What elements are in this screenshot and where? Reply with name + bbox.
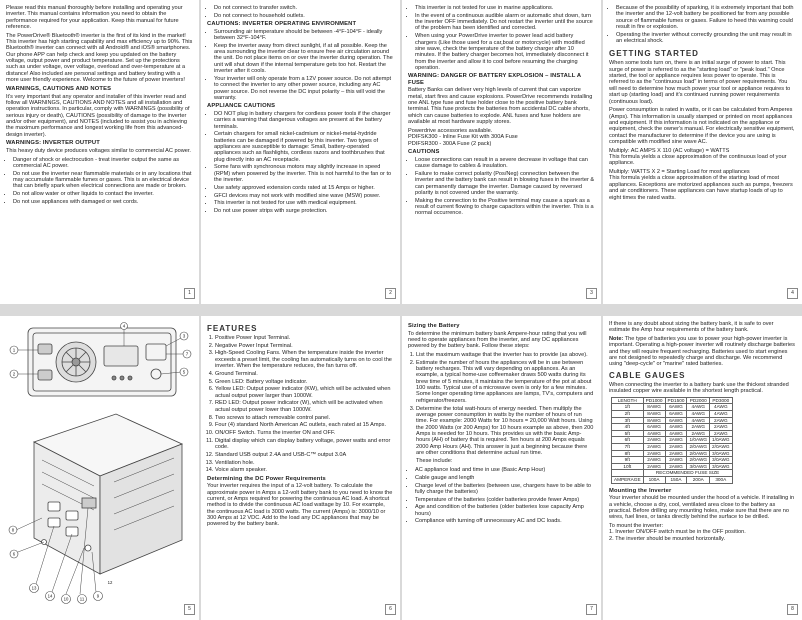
paragraph: This formula yields a close approximation of the continuous load of your appliance. xyxy=(609,154,787,167)
list-item: • Because of the possibility of sparking, it is extremely important that both the inverter and the 12-volt battery be positioned far from any possible source of flammable fumes or gases. Failure to heed this warning could result in fire or explosion. xyxy=(616,5,796,30)
table-cell: 2AWG xyxy=(665,463,687,470)
table-cell: 200A xyxy=(687,477,710,484)
callout-label: 1 xyxy=(12,347,16,353)
note-text: The type of batteries you use to power your high-power inverter is important. Operating a high-power inverter will routinely discharge batteries and they will require frequent recharging. Batteries used to start engines are not designed to repeatedly charge and discharge. We recommend using "deep-cycle" or "marine" rated batteries. xyxy=(609,336,795,368)
callout-label: 8 xyxy=(11,527,15,533)
list-item: 11. Digital display which can display battery voltage, power watts and error code. xyxy=(215,438,394,451)
list-item: • Charge level of the batteries (between use, chargers have to be able to fully charge the batteries) xyxy=(415,483,595,496)
table-cell: 1/0AWG xyxy=(687,437,710,444)
section-heading: CAUTIONS: INVERTER OPERATING ENVIRONMENT xyxy=(207,21,357,28)
list-item: 6. Yellow LED: Output power indicator (KW), which will be activated when actual output power larger than 1000W. xyxy=(215,386,394,399)
inverter-body-perspective xyxy=(34,414,182,574)
step-line: 1. Inverter ON/OFF switch must be in the OFF position. xyxy=(609,529,746,536)
table-cell: 1ft xyxy=(612,404,644,411)
list-item: • Use safety approved extension cords rated at 15 Amps or higher. xyxy=(214,185,394,191)
table-row xyxy=(612,457,733,464)
list-item: • In the event of a continuous audible alarm or automatic shut down, turn the inverter OFF immediately. Do not restart the inverter until the source of the problem has been identified and corrected. xyxy=(415,13,595,32)
note-label: Note: xyxy=(609,336,624,343)
section-heading: WARNINGS: INVERTER OUTPUT xyxy=(6,140,100,147)
table-row xyxy=(612,470,733,477)
table-cell: 7ft xyxy=(612,444,644,451)
list-item: 2. Negative Power Input Terminal. xyxy=(215,343,394,349)
list-item: • Do not connect to household outlets. xyxy=(214,13,394,19)
bullet-list xyxy=(408,157,595,217)
list-item: • When using your PowerDrive inverter to power lead acid battery chargers (Like those used for a car,boat or motorcycle) with modified sine wave, check the temperature of the battery charger after 10 minutes. If the battery charger becomes hot, immediately disconnect it from the inverter and allow it to cool before resuming the charging operation. xyxy=(415,33,595,71)
section-heading: Sizing the Battery xyxy=(408,323,460,329)
callout-label: 2 xyxy=(12,371,16,377)
list-item: 2. Estimate the number of hours the appliances will be in use between battery recharges. This will vary depending on appliances. As an example, a typical home-use coffeemaker draws 500 watts during its brew time of 5 minutes, it maintains the temperature of the pot at about 100 watts. Typical use of a microwave oven is only for a few minutes. Some longer operating time appliances are lamps, TV's, computers and refrigerator/freezers. xyxy=(416,360,595,404)
table-cell: 3/0AWG xyxy=(710,463,733,470)
column-header: PD1500 xyxy=(665,397,687,404)
list-item: • Do not use appliances with damaged or wet cords. xyxy=(13,199,193,205)
table-cell: 4AWG xyxy=(687,417,710,424)
list-item: 5. Green LED: Battery voltage indicator. xyxy=(215,379,394,385)
manual-page-4 xyxy=(603,0,802,304)
list-item: 12. Standard USB output 2.4A and USB-C™ output 3.0A xyxy=(215,452,394,458)
section-heading: WARNING: DANGER OF BATTERY EXPLOSION – INSTALL A FUSE xyxy=(408,73,581,86)
callout-label: 13 xyxy=(31,585,37,591)
page-number: 5 xyxy=(184,604,195,615)
bullet-list xyxy=(609,5,796,44)
table-cell: 2AWG xyxy=(643,457,665,464)
list-item: • Compliance with turning off unnecessary AC and DC loads. xyxy=(415,518,595,524)
table-cell: 6AWG xyxy=(665,417,687,424)
intro-paragraph: The PowerDrive® Bluetooth® inverter is the first of its kind in the market! This inverter has high starting capability and max efficiency up to 90%. This Bluetooth® inverter can connect with all Android® and iOS® smartphones. Our phone APP can help check and keep you updated on the battery voltage, output power and product temperature. Set up the protections such as under voltage, over voltage, overload and over-temperature at a distance! Also included are personal settings and battery testing with a more user friendly experience. Welcome to the future of power inverters! xyxy=(6,32,193,84)
callout-label: 7 xyxy=(185,351,189,357)
section-heading: FEATURES xyxy=(207,324,258,333)
callout-label: 4 xyxy=(122,323,126,329)
list-item: 8. Two screws to attach removable control panel. xyxy=(215,415,394,421)
callout-label: 3 xyxy=(182,333,186,339)
manual-page-6 xyxy=(201,316,400,620)
callout-label: 5 xyxy=(182,369,186,375)
table-cell: 3ft xyxy=(612,417,644,424)
table-cell: 3/0AWG xyxy=(710,450,733,457)
inverter-diagram xyxy=(6,322,193,607)
table-cell: 2AWG xyxy=(643,437,665,444)
page-number: 1 xyxy=(184,288,195,299)
table-cell: 10ft xyxy=(612,463,644,470)
formula: Multiply: AC AMPS X 110 (AC voltage) = WATTS xyxy=(609,147,730,154)
bullet-list xyxy=(207,29,394,102)
page-number: 4 xyxy=(787,288,798,299)
paragraph: Battery Banks can deliver very high levels of current that can vaporize metal, start fires and cause explosions. PowerDrive recommends installing one ANL type fuse and fuse holder close to the positive battery bank terminal. This fuse protects the batteries from accidental DC cable shorts, which can cause batteries to explode. ANL fuses and fuse holders are available at most hardware supply stores. xyxy=(408,87,593,126)
table-cell: 4AWG xyxy=(710,411,733,418)
paragraph: Power consumption is rated in watts, or it can be calculated from Amperes (Amps). This information is usually stamped or printed on most appliances and equipment. If this information is not indicated on the appliance or equipment, check the owner's manual. For electrically sensitive equipment, contact the manufacturer to determine if the device you are using is compatible with modified sine wave AC. xyxy=(609,107,795,145)
list-item: • Keep the inverter away from direct sunlight, if at all possible. Keep the area surrounding the inverter clear to ensure free air circulation around the unit. Do not place items on or over the inverter during operation. The unit will shut down if the internal temperature gets too hot. Restart the inverter after it cools. xyxy=(214,43,394,75)
list-item: • Failure to make correct polarity (Pos/Neg) connection between the inverter and the battery bank can result in blowing fuses in the inverter & can permanently damage the inverter. Damage caused by reversed polarity is not covered under the warranty. xyxy=(415,171,595,196)
table-cell: 2AWG xyxy=(665,457,687,464)
list-item: 14. Voice alarm speaker. xyxy=(215,467,394,473)
page-number: 8 xyxy=(787,604,798,615)
accessory-line: Powerdrive accessories available. xyxy=(408,127,493,134)
page-number: 7 xyxy=(586,604,597,615)
table-cell: 2/0AWG xyxy=(687,450,710,457)
table-cell: 4AWG xyxy=(643,430,665,437)
list-item: • This inverter is not tested for use in marine applications. xyxy=(415,5,595,11)
paragraph: This heavy duty device produces voltages similar to commercial AC power. xyxy=(6,147,191,154)
manual-page-5 xyxy=(0,316,199,620)
bullet-list xyxy=(408,467,595,525)
table-cell: 2/0AWG xyxy=(687,444,710,451)
table-cell: 2AWG xyxy=(710,417,733,424)
table-cell: 2AWG xyxy=(687,430,710,437)
table-cell: 4ft xyxy=(612,424,644,431)
paragraph: When some tools turn on, there is an initial surge of power to start. This surge of power is referred to as the "starting load" or "peak load." Once started, the tool or appliance requires less power to operate. This is referred to as the "continuous load" in terms of power requirements. You will need to determine how much power your tool or appliance requires to start up (starting load) and it's continued running power requirements (continuous load). xyxy=(609,60,791,105)
table-row xyxy=(612,430,733,437)
table-row xyxy=(612,450,733,457)
callout-label: 10 xyxy=(63,596,69,602)
table-row xyxy=(612,444,733,451)
manual-page-8 xyxy=(603,316,802,620)
table-cell: 4AWG xyxy=(687,404,710,411)
list-item: • DO NOT plug in battery chargers for cordless power tools if the charger carries a warning that dangerous voltages are present at the battery terminals. xyxy=(214,111,394,130)
list-item: 10. ON/OFF Switch. Turns the inverter ON and OFF. xyxy=(215,430,394,436)
table-cell: 2AWG xyxy=(665,444,687,451)
table-row xyxy=(612,477,733,484)
table-cell: 2ft xyxy=(612,411,644,418)
list-item: • Certain chargers for small nickel-cadmium or nickel-metal-hydride batteries can be damaged if powered by this inverter. Two types of appliances are susceptible to damage: Small, battery-operated appliances such as flashlights, cordless razors and toothbrushes that plug directly into an AC receptacle. xyxy=(214,131,394,163)
bullet-list xyxy=(207,5,394,19)
cable-gauge-table xyxy=(611,397,733,484)
paragraph: If there is any doubt about sizing the battery bank, it is safe to over estimate the Amp hour requirements of the battery bank. xyxy=(609,321,774,334)
list-item: • Loose connections can result in a severe decrease in voltage that can cause damage to cables & insulation. xyxy=(415,157,595,170)
table-cell: 2AWG xyxy=(643,450,665,457)
section-heading: WARNINGS, CAUTIONS AND NOTES xyxy=(6,85,112,92)
column-header: PD1000 xyxy=(643,397,665,404)
table-row xyxy=(612,417,733,424)
table-cell: 6AWG xyxy=(665,404,687,411)
formula: Multiply: WATTS X 2 = Starting Load for most appliances xyxy=(609,169,750,176)
table-cell: 2AWG xyxy=(710,430,733,437)
list-item: • Age and condition of the batteries (older batteries lose capacity Amp hours) xyxy=(415,504,595,517)
section-heading: GETTING STARTED xyxy=(609,49,699,59)
list-item: 9. Four (4) standard North American AC outlets, each rated at 15 Amps. xyxy=(215,422,394,428)
table-cell: 4AWG xyxy=(687,411,710,418)
list-item: 1. Positive Power Input Terminal. xyxy=(215,335,394,341)
intro-paragraph: Please read this manual thoroughly before installing and operating your inverter. This manual contains information you need to obtain the performance required for your application. Keep this manual for future reference. xyxy=(6,5,183,31)
table-cell: 2AWG xyxy=(665,450,687,457)
table-cell: 4AWG xyxy=(665,430,687,437)
list-item: 4. Ground Terminal. xyxy=(215,371,394,377)
list-item: • Do not connect to transfer switch. xyxy=(214,5,394,11)
table-cell: 4AWG xyxy=(665,424,687,431)
list-item: • Your inverter will only operate from a 12V power source. Do not attempt to connect the inverter to any other power source, including any AC power source. Do not reverse the DC input polarity – this will void the warranty. xyxy=(214,76,394,101)
list-item: 3. High-Speed Cooling Fans. When the temperature inside the inverter exceeds a preset limit, the cooling fan automatically turns on to cool the inverter. When the temperature reduces, the fan turns off. xyxy=(215,350,394,369)
paragraph: It's very important that any operator and installer of this inverter read and follow all WARNINGS, CAUTIONS AND NOTES and all installation and operation instructions. In particular, comply with WARNINGS (possibility of serious injury or death), CAUTIONS (possibility of damage to the inverter and/or other equipment), and NOTES (included to assist you in achieving the maximum performance and longest working life from this advanced-design inverter). xyxy=(6,93,190,138)
table-cell: 6AWG xyxy=(665,411,687,418)
table-cell: 8AWG xyxy=(643,404,665,411)
callout-label: 12 xyxy=(107,580,113,585)
list-item: • Cable gauge and length xyxy=(415,475,595,481)
page-number: 3 xyxy=(586,288,597,299)
manual-page-1 xyxy=(0,0,199,304)
paragraph: This formula yields a close approximation of the starting load of most appliances. Exceptions are motorized appliances such as pumps, freezers and air conditioners. These appliances can have startup loads of up to eight times the rated watts. xyxy=(609,175,793,201)
table-cell: 100A xyxy=(643,477,665,484)
table-row xyxy=(612,463,733,470)
manual-page-2 xyxy=(201,0,400,304)
list-item: • Making the connection to the Positive terminal may cause a spark as a result of current flowing to charge capacitors within the inverter. This is a normal occurrence. xyxy=(415,198,595,217)
table-cell: 2AWG xyxy=(643,463,665,470)
list-item: 13. Ventilation hole. xyxy=(215,460,394,466)
section-heading: CAUTIONS xyxy=(408,149,440,156)
page-number: 2 xyxy=(385,288,396,299)
table-cell: 8AWG xyxy=(643,417,665,424)
bullet-list xyxy=(6,157,193,206)
accessory-line: PDIFSR300 - 300A Fuse (2 pack) xyxy=(408,140,492,147)
column-header: LENGTH xyxy=(612,397,644,404)
callout-label: 14 xyxy=(47,593,53,599)
table-cell: 6AWG xyxy=(643,424,665,431)
paragraph: To mount the inverter: xyxy=(609,522,664,529)
list-item: • Do not use the inverter near flammable materials or in any locations that may accumulate flammable fumes or gases. This is an electrical device that can briefly spark when electrical connections are made or broken. xyxy=(13,171,193,190)
table-row xyxy=(612,424,733,431)
paragraph: These include: xyxy=(416,458,453,465)
feature-list xyxy=(207,335,394,474)
table-cell: AMPERAGE xyxy=(612,477,644,484)
list-item: 7. RED LED: Output power indicator (W), which will be activated when actual output power lower than 1000W. xyxy=(215,400,394,413)
paragraph: When connecting the inverter to a battery bank use the thickest stranded insulated copper wire available in the shortest length practical. xyxy=(609,381,789,395)
step-line: 2. The inverter should be mounted horizontally. xyxy=(609,535,726,542)
table-cell: 2/0AWG xyxy=(710,444,733,451)
list-item: • AC appliance load and time in use (Basic Amp Hour) xyxy=(415,467,595,473)
table-cell: 1/0AWG xyxy=(710,437,733,444)
fuse-size-label: RECOMMENDED FUSE SIZE xyxy=(643,470,732,477)
table-cell: 3/0AWG xyxy=(687,463,710,470)
list-item: • Some fans with synchronous motors may slightly increase in speed (RPM) when powered by the inverter. This is not harmful to the fan or to the inverter. xyxy=(214,164,394,183)
table-cell: 2/0AWG xyxy=(687,457,710,464)
column-header: PD3000 xyxy=(710,397,733,404)
list-item: • Operating the inverter without correctly grounding the unit may result in an electrical shock. xyxy=(616,32,796,45)
callout-label: 11 xyxy=(79,596,85,602)
table-cell: 2AWG xyxy=(643,444,665,451)
bullet-list xyxy=(207,111,394,215)
table-cell: 150A xyxy=(665,477,687,484)
table-cell: 3/0AWG xyxy=(710,457,733,464)
note-paragraph xyxy=(609,336,796,368)
table-cell: 8ft xyxy=(612,450,644,457)
callout-label: 9 xyxy=(96,593,100,599)
list-item: 1. List the maximum wattage that the inverter has to provide (as above). xyxy=(416,352,595,358)
section-heading: Mounting the Inverter xyxy=(609,487,672,494)
column-header: PD2000 xyxy=(687,397,710,404)
manual-page-7 xyxy=(402,316,601,620)
section-heading: APPLIANCE CAUTIONS xyxy=(207,103,276,110)
table-header-row xyxy=(612,397,733,404)
section-heading: Determining the DC Power Requirements xyxy=(207,475,326,482)
inverter-front-panel xyxy=(28,328,176,396)
table-cell: 5ft xyxy=(612,430,644,437)
page-number: 6 xyxy=(385,604,396,615)
table-row xyxy=(612,437,733,444)
bullet-list xyxy=(408,5,595,71)
list-item: • This inverter is not tested for use with medical equipment. xyxy=(214,200,394,206)
table-cell: 300A xyxy=(710,477,733,484)
table-cell: 9ft xyxy=(612,457,644,464)
callout-label: 6 xyxy=(12,551,16,557)
table-cell: 4AWG xyxy=(710,404,733,411)
table-cell: 2AWG xyxy=(665,437,687,444)
list-item: • Surrounding air temperature should be between -4°F-104°F - ideally between 32°F-104°F. xyxy=(214,29,394,42)
paragraph: Your inverter should be mounted under the hood of a vehicle. If installing in a vehicle, choose a dry, cool, ventilated area close to the battery as practical. Before drilling any mounting holes, make sure that there are no wires, fuel lines, or tanks directly behind the surface to be drilled. xyxy=(609,495,795,521)
table-cell: 2AWG xyxy=(710,424,733,431)
list-item: • Do not allow water or other liquids to contact the inverter. xyxy=(13,191,193,197)
table-row xyxy=(612,404,733,411)
table-row xyxy=(612,411,733,418)
list-item: 3. Determine the total watt-hours of energy needed. Then multiply the average power consumption in watts by the number of hours of run time. For example: 2000 Watts for 10 hours = 20,000 Watt hours. Using the 2000 Watts (or 200 Amps) for 10 hours example as above, then 200 Amps is needed for 10 hours. This provides us with the basic Amp-hours (AH) of battery that is required. Ten hours at 200 Amps equals 2000 Amp Hours (AH). This answer is just a beginning because there are other conditions that determine actual run time. xyxy=(416,406,595,457)
manual-page-3 xyxy=(402,0,601,304)
list-item: • Temperature of the batteries (colder batteries provide fewer Amps) xyxy=(415,497,595,503)
table-cell: 2AWG xyxy=(687,424,710,431)
list-item: • Do not use power strips with surge protection. xyxy=(214,208,394,214)
section-heading: CABLE GAUGES xyxy=(609,370,686,380)
table-cell: 8AWG xyxy=(643,411,665,418)
list-item: • Danger of shock or electrocution - treat inverter output the same as commercial AC power. xyxy=(13,157,193,170)
list-item: • GFCI devices may not work with modified sine wave (MSW) power. xyxy=(214,193,394,199)
table-cell: 6ft xyxy=(612,437,644,444)
paragraph: To determine the minimum battery bank Ampere-hour rating that you will need to operate appliances from the inverter, and any DC appliances powered by the battery bank. Follow these steps: xyxy=(408,330,587,350)
step-list xyxy=(408,352,595,456)
accessory-line: PDIFSK300 - Inline Fuse Kit with 300A Fuse xyxy=(408,134,518,141)
paragraph: Your inverter requires the input of a 12-volt battery. To calculate the approximate power in Amps a 12-volt battery bank to you need to know the current, or Amps required for powering the continuous AC load. A shortcut method is to divide the continuous AC load wattage by 10. For example, the continuous AC load is 3000 watts. The current (Amps) is: 3000/10 or 300 Amps at 12 VDC. Add to the load any DC appliances that may be powered by the battery bank. xyxy=(207,483,393,528)
